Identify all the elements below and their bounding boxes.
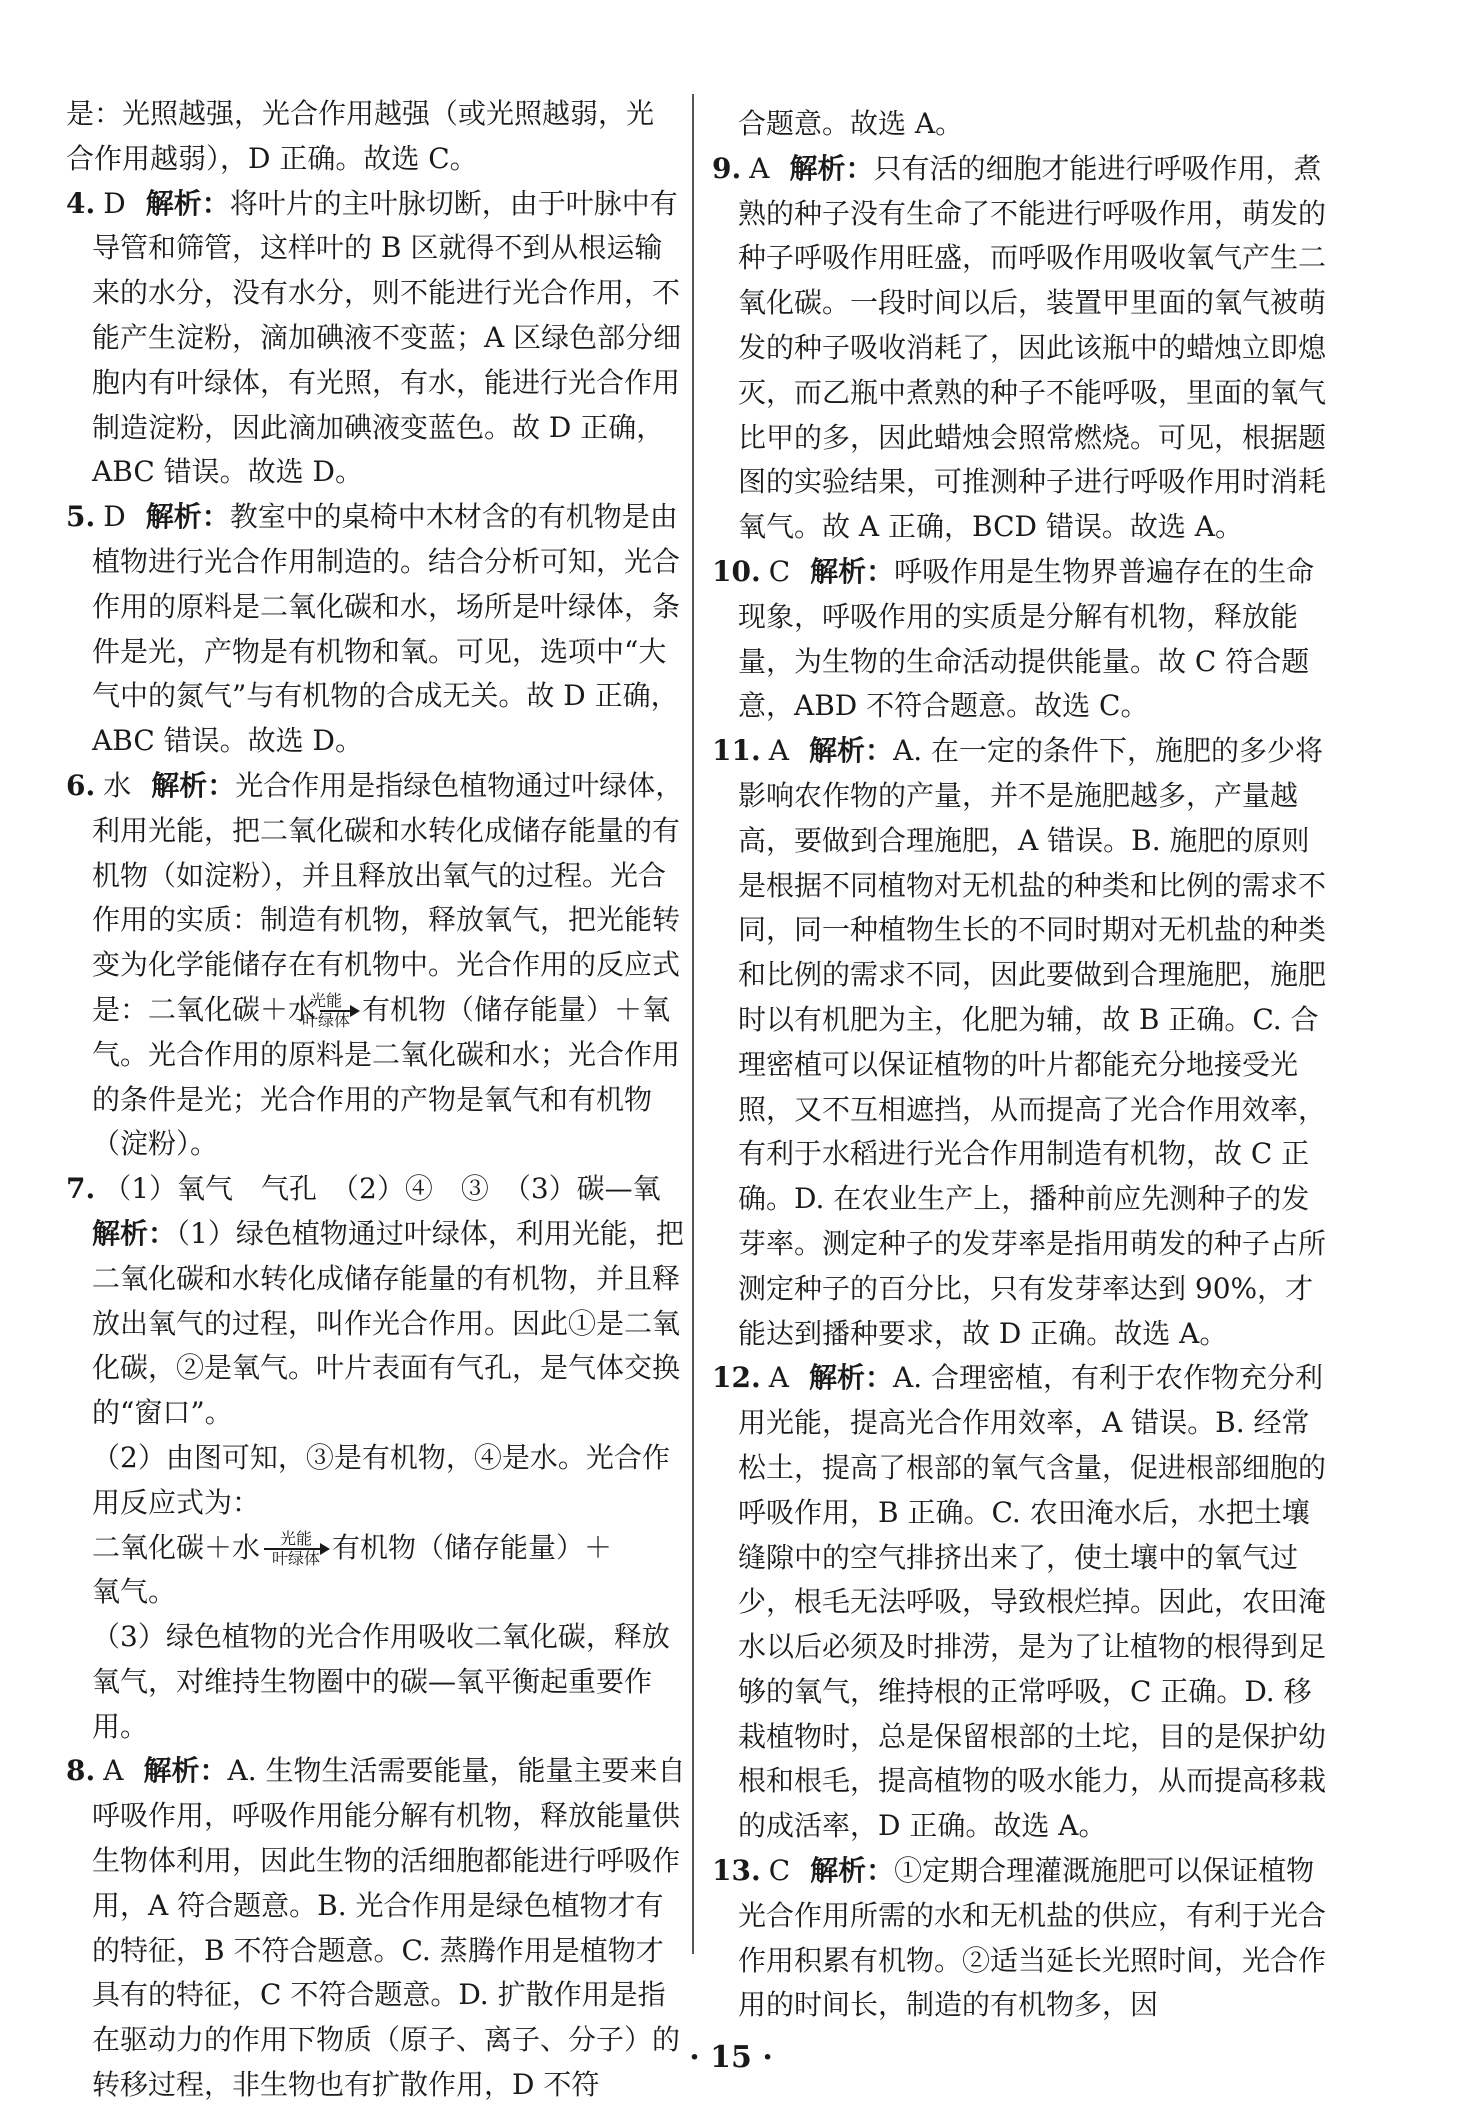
question-7: 7. （1）氧气 气孔 （2）④ ③ （3）碳—氧 [66,1172,661,1206]
question-9: 9. A 解析：只有活的细胞才能进行呼吸作用，煮熟的种子没有生命了不能进行呼吸作用，萌发的种子呼吸作用旺盛，而呼吸作用吸收氧气产生二氧化碳。一段时间以后，装置甲里面的氧气被萌发的种子吸收消耗了，因此该瓶中的蜡烛立即熄灭，而乙瓶中煮熟的种子不能呼吸，里面的氧气比甲的多，因此蜡烛会照常燃烧。可见，根据题图的实验结果，可推测种子进行呼吸作用时消耗氧气。故 A 正确，BCD 错误。故选 A。 [712,151,1327,544]
question-7-part2: （2）由图可知，③是有机物，④是水。光合作用反应式为： [92,1440,670,1519]
question-10: 10. C 解析：呼吸作用是生物界普遍存在的生命现象，呼吸作用的实质是分解有机物，释放能量，为生物的生命活动提供能量。故 C 符合题意，ABD 不符合题意。故选 C。 [712,554,1315,723]
paragraph: 是：光照越强，光合作用越强（或光照越弱，光 合作用越弱），D 正确。故选 C。 [66,97,655,175]
question-11: 11. A 解析：A. 在一定的条件下，施肥的多少将影响农作物的产量，并不是施肥越多，产量越高，要做到合理施肥，A 错误。B. 施肥的原则是根据不同植物对无机盐的种类和比例的需求不同，同一种植物生长的不同时期对无机盐的种类和比例的需求不同，因此要做到合理施肥，施肥时以有机肥为主，化肥为辅，故 B 正确。C. 合理密植可以保证植物的叶片都能充分地接受光照，又不互相遮挡，从而提高了光合作用效率，有利于水稻进行光合作用制造有机物，故 C 正确。D. 在农业生产上，播种前应先测种子的发芽率。测定种子的发芽率是指用萌发的种子占所测定种子的百分比，只有发芽率达到 90%，才能达到播种要求，故 D 正确。故选 A。 [712,734,1327,1350]
question-5: 5. D 解析：教室中的桌椅中木材含的有机物是由植物进行光合作用制造的。结合分析可知，光合作用的原料是二氧化碳和水，场所是叶绿体，条件是光，产物是有机物和氧。可见，选项中“大气中的氮气”与有机物的合成无关。故 D 正确，ABC 错误。故选 D。 [66,500,681,758]
left-column [66,92,686,2108]
reaction-arrow: $\frac{\text{光能}}{\text{叶绿体}}$ [320,992,358,1030]
question-13: 13. C 解析：①定期合理灌溉施肥可以保证植物光合作用所需的水和无机盐的供应，有利于光合作用积累有机物。②适当延长光照时间，光合作用的时间长，制造的有机物多，因 [712,1854,1327,2022]
question-12: 12. A 解析：A. 合理密植，有利于农作物充分利用光能，提高光合作用效率，A 错误。B. 经常松土，提高了根部的氧气含量，促进根部细胞的呼吸作用，B 正确。C. 农田淹水后，水把土壤缝隙中的空气排挤出来了，使土壤中的氧气过少，根毛无法呼吸，导致根烂掉。因此，农田淹水以后必须及时排涝，是为了让植物的根得到足够的氧气，维持根的正常呼吸，C 正确。D. 移栽植物时，总是保留根部的土坨，目的是保护幼根和根毛，提高植物的吸水能力，从而提高移栽的成活率，D 正确。故选 A。 [712,1361,1327,1843]
question-7-equation: 二氧化碳＋水 $\frac{\text{光能}}{\text{叶绿体}}$ 有机物（储存能量）＋ 氧气。 [92,1529,613,1609]
question-6: 6. 水 解析：光合作用是指绿色植物通过叶绿体，利用光能，把二氧化碳和水转化成储存能量的有机物（如淀粉），并且释放出氧气的过程。光合作用的实质：制造有机物，释放氧气，把光能转变为化学能储存在有机物中。光合作用的反应式是：二氧化碳＋水 $\frac{\text{光能}}{\text{叶绿体}}$ 有机物（储存能量）＋氧气。光合作用的原料是二氧化碳和水；光合作用的条件是光；光合作用的产物是氧气和有机物（淀粉）。 [66,768,684,1161]
page-number: · 15 · [689,2040,773,2075]
paragraph: 合题意。故选 A。 [738,107,964,140]
column-divider [692,94,694,1954]
reaction-arrow: $\frac{\text{光能}}{\text{叶绿体}}$ [264,1530,328,1568]
question-4: 4. D 解析：将叶片的主叶脉切断，由于叶脉中有导管和筛管，这样叶的 B 区就得不到从根运输来的水分，没有水分，则不能进行光合作用，不能产生淀粉，滴加碘液不变蓝；A 区绿色部分细胞内有叶绿体，有光照，有水，能进行光合作用制造淀粉，因此滴加碘液变蓝色。故 D 正确，ABC 错误。故选 D。 [66,186,682,489]
right-column [712,102,1332,2028]
question-7-analysis: 解析：（1）绿色植物通过叶绿体，利用光能，把二氧化碳和水转化成储存能量的有机物，并且释放出氧气的过程，叫作光合作用。因此①是二氧化碳，②是氧气。叶片表面有气孔，是气体交换的“窗口”。 [92,1216,684,1430]
question-8: 8. A 解析：A. 生物生活需要能量，能量主要来自呼吸作用，呼吸作用能分解有机物，释放能量供生物体利用，因此生物的活细胞都能进行呼吸作用，A 符合题意。B. 光合作用是绿色植物才有的特征，B 不符合题意。C. 蒸腾作用是植物才具有的特征，C 不符合题意。D. 扩散作用是指在驱动力的作用下物质（原子、离子、分子）的转移过程，非生物也有扩散作用，D 不符 [66,1754,686,2102]
question-7-part3: （3）绿色植物的光合作用吸收二氧化碳，释放氧气，对维持生物圈中的碳—氧平衡起重要作用。 [92,1620,670,1743]
